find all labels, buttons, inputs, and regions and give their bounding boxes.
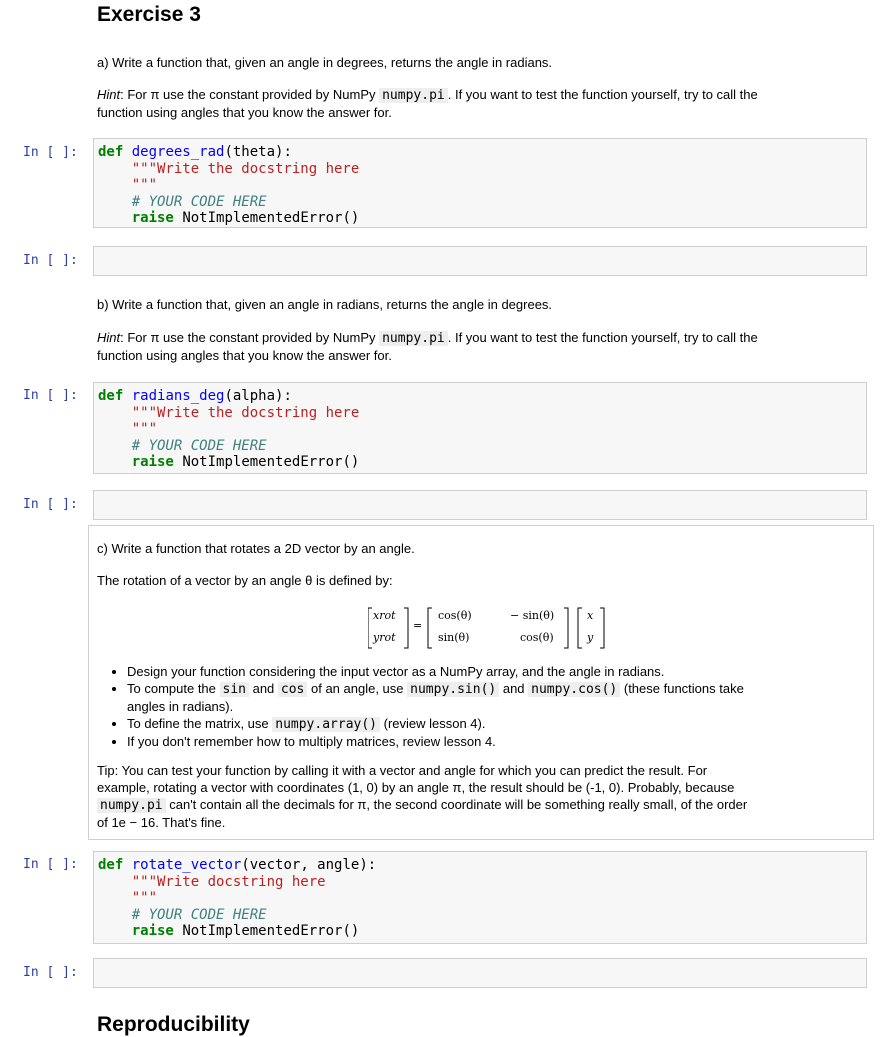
tip-line1: Tip: You can test your function by calling it with a vector and angle for which you can predict the result. For <box>97 763 708 778</box>
hint-pre: : For π use the constant provided by NumPy <box>120 330 380 345</box>
code-content[interactable]: def rotate_vector(vector, angle): """Write docstring here """ # YOUR CODE HERE raise NotImplementedError() <box>98 857 377 939</box>
part-c-text: c) Write a function that rotates a 2D vector by an angle. <box>97 541 415 556</box>
list-item: • To compute the sin and cos of an angle, use numpy.sin() and numpy.cos() (these functions take angles in radians). <box>127 680 862 715</box>
hint-pre: : For π use the constant provided by NumPy <box>120 87 380 102</box>
list-item: • If you don't remember how to multiply matrices, review lesson 4. <box>127 733 862 750</box>
exercise-header <box>97 3 862 26</box>
v-top: x <box>587 609 594 622</box>
code-cell-degrees-rad[interactable] <box>93 138 867 228</box>
cell-prompt: In [ ]: <box>23 388 78 403</box>
equals-sign: = <box>413 619 423 632</box>
part-c-rotation <box>97 572 862 589</box>
r22: cos(θ) <box>520 631 554 644</box>
code-content[interactable]: def radians_deg(alpha): """Write the docstring here """ # YOUR CODE HERE raise NotImplementedError() <box>98 388 360 470</box>
empty-code-cell[interactable] <box>93 958 867 988</box>
cell-prompt: In [ ]: <box>23 965 78 980</box>
hint-label: Hint <box>97 87 121 102</box>
r21: sin(θ) <box>438 631 470 644</box>
part-b-markdown <box>97 296 862 313</box>
part-c-bullets <box>97 663 862 750</box>
part-c-markdown <box>97 540 862 557</box>
list-item: • To define the matrix, use numpy.array() (review lesson 4). <box>127 715 862 733</box>
part-a-text: a) Write a function that, given an angle in degrees, returns the angle in radians. <box>97 55 553 70</box>
code-content[interactable]: def degrees_rad(theta): """Write the docstring here """ # YOUR CODE HERE raise NotImplementedError() <box>98 144 360 226</box>
bullet-list <box>97 663 862 750</box>
hint-label: Hint <box>97 330 121 345</box>
code-cell-rotate-vector[interactable] <box>93 851 867 944</box>
r11: cos(θ) <box>438 609 472 622</box>
cell-prompt: In [ ]: <box>23 857 78 872</box>
code-cell-radians-deg[interactable] <box>93 382 867 474</box>
part-c-tip <box>97 762 862 831</box>
tip-line3: can't contain all the decimals for π, the second coordinate will be something really small, of the order <box>165 797 748 812</box>
hint-code: numpy.pi <box>379 88 448 103</box>
r12: − sin(θ) <box>510 609 555 622</box>
cell-prompt: In [ ]: <box>23 253 78 268</box>
part-b-hint <box>97 329 862 364</box>
hint-post: . If you want to test the function yourself, try to call the <box>447 87 758 102</box>
hint-line2: function using angles that you know the answer for. <box>97 348 392 363</box>
empty-code-cell[interactable] <box>93 490 867 520</box>
part-b-text: b) Write a function that, given an angle in radians, returns the angle in degrees. <box>97 297 553 312</box>
hint-code: numpy.pi <box>379 331 448 346</box>
tip-code: numpy.pi <box>97 798 166 813</box>
hint-line2: function using angles that you know the answer for. <box>97 105 392 120</box>
lhs-top: xrot <box>373 609 396 622</box>
rotation-equation <box>368 605 608 651</box>
tip-line4: of 1e − 16. That's fine. <box>97 815 226 830</box>
hint-post: . If you want to test the function yourself, try to call the <box>447 330 758 345</box>
part-a-markdown <box>97 54 862 71</box>
empty-code-cell[interactable] <box>93 246 867 276</box>
lhs-bottom: yrot <box>373 631 396 644</box>
exercise-title: Exercise 3 <box>97 3 201 26</box>
rotation-text: The rotation of a vector by an angle θ is defined by: <box>97 573 393 588</box>
v-bottom: y <box>587 631 594 644</box>
tip-line2: example, rotating a vector with coordinates (1, 0) by an angle π, the result should be (-1, 0). Probably, because <box>97 780 735 795</box>
bracket-drawing <box>368 605 608 651</box>
section-heading: Reproducibility <box>97 1013 250 1036</box>
part-a-hint <box>97 86 862 121</box>
cell-prompt: In [ ]: <box>23 497 78 512</box>
list-item: • Design your function considering the input vector as a NumPy array, and the angle in radians. <box>127 663 862 680</box>
cell-prompt: In [ ]: <box>23 145 78 160</box>
